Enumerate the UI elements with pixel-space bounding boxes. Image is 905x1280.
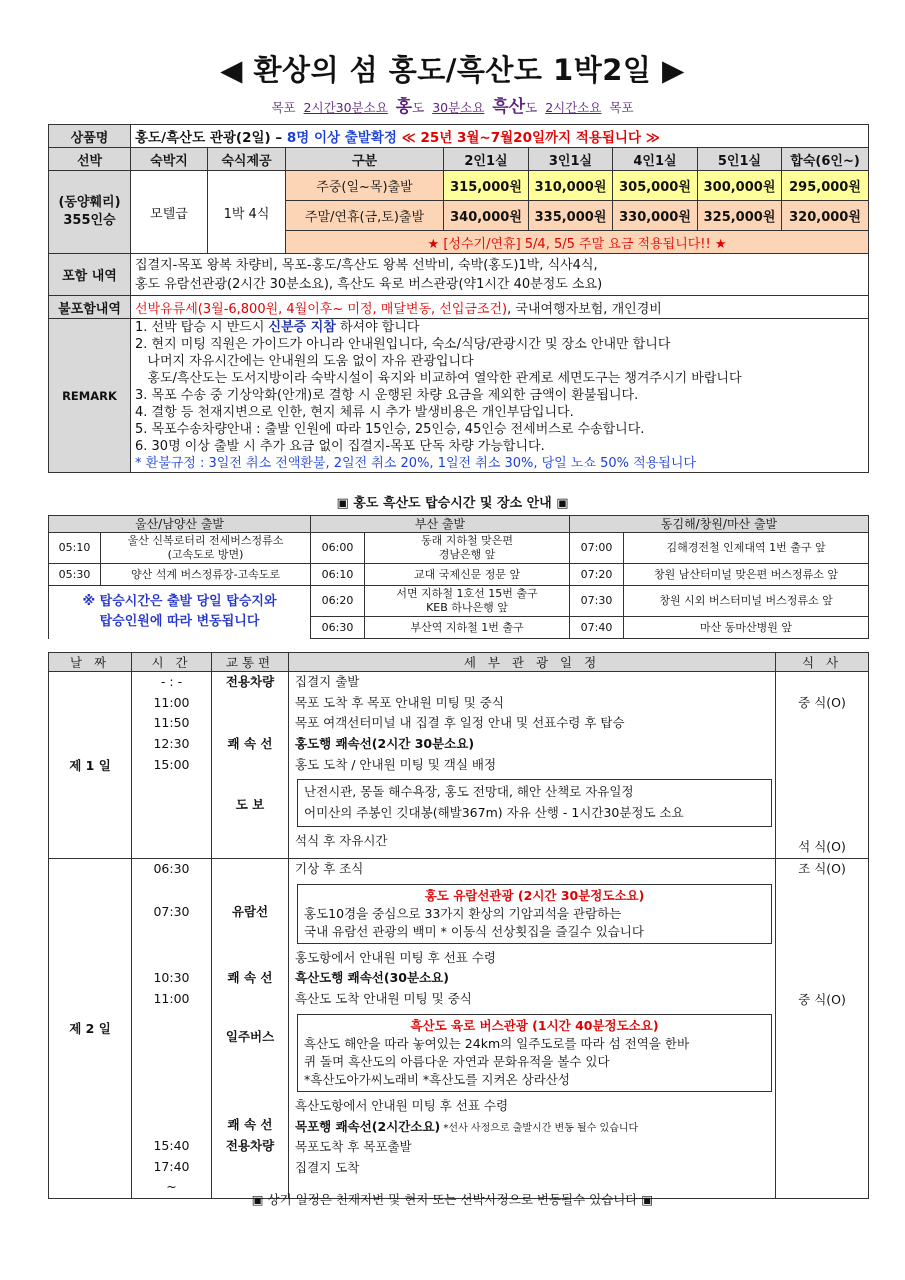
product-label: 상품명 [49, 125, 131, 148]
itinerary-table [48, 652, 869, 1199]
boarding-header: 부산 출발 [311, 516, 570, 533]
ship-cell: (동양훼리) 355인승 [49, 171, 131, 254]
col-header: 구분 [286, 148, 444, 171]
col-header: 선박 [49, 148, 131, 171]
boarding-header: 울산/남양산 출발 [49, 516, 311, 533]
itin-header: 날 짜 [49, 653, 132, 672]
price-type: 주말/연휴(금,토)출발 [286, 201, 444, 231]
boarding-place: 양산 석계 버스정류장-고속도로 [101, 564, 311, 586]
day-1-meals: 중 식(O) 석 식(O) [776, 672, 869, 859]
boarding-table [48, 515, 869, 639]
day-1-free-box: 난전시관, 몽돌 해수욕장, 홍도 전망대, 해안 산책로 자유일정 어미산의 주봉인 깃대봉(해발367m) 자유 산행 - 1시간30분정도 소요 [297, 779, 772, 826]
day-1-transport: 전용차량 쾌 속 선 도 보 [212, 672, 289, 859]
day-2-details: 기상 후 조식 홍도 유람선관광 (2시간 30분정도소요) 홍도10경을 중심으로 33가지 환상의 기암괴석을 관람하는 국내 유람선 관광의 백미 * 이동식 선상횟집을 즐길수 있습니다 홍도항에서 안내원 미팅 후 선표 수령 흑산도행 쾌속선(30분소요) 흑산도 도착 안내원 미팅 및 중식 흑산도 육로 버스관광 (1시간 40분정도소요) 흑산도 해안을 따라 놓여있는 24km의 일주도로를 따라 섬 전역을 한바 퀴 돌며 흑산도의 아름다운 자연과 문화유적을 볼수 있다 *흑산도아가씨노래비 *흑산도를 지켜온 상라산성 흑산도항에서 안내원 미팅 후 선표 수령 목포행 쾌속선(2시간소요) *선사 사정으로 출발시간 변동 될수 있습니다 목포도착 후 목포출발 집결지 도착 [289, 859, 776, 1199]
itin-header: 교통편 [212, 653, 289, 672]
day-2-meals: 조 식(O) 중 식(O) [776, 859, 869, 1199]
boarding-time: 07:40 [570, 617, 624, 639]
include-text: 집결지-목포 왕복 차량비, 목포-홍도/흑산도 왕복 선박비, 숙박(홍도)1박, 식사4식, 홍도 유람선관광(2시간 30분소요), 흑산도 육로 버스관광(약1시간 40분정도 소요) [131, 254, 869, 296]
col-header: 4인1실 [613, 148, 698, 171]
boarding-place: 울산 신복로터리 전세버스정류소 (고속도로 방면) [101, 533, 311, 564]
boarding-time: 07:20 [570, 564, 624, 586]
day-2-transport: 유람선 쾌 속 선 일주버스 쾌 속 선 전용차량 [212, 859, 289, 1199]
boarding-time: 05:10 [49, 533, 101, 564]
boarding-place: 김해경전철 인제대역 1번 출구 앞 [624, 533, 869, 564]
day-1-times: - : - 11:00 11:50 12:30 15:00 [132, 672, 212, 859]
boarding-time: 07:30 [570, 586, 624, 617]
exclude-text: 선박유류세(3월-6,800원, 4월이후~ 미정, 매달변동, 선입금조건), 국내여행자보험, 개인경비 [131, 296, 869, 319]
boarding-time: 06:30 [311, 617, 365, 639]
day-1-details: 집결지 출발 목포 도착 후 목포 안내원 미팅 및 중식 목포 여객선터미널 내 집결 후 일정 안내 및 선표수령 후 탑승 홍도행 쾌속선(2시간 30분소요) 홍도 도착 / 안내원 미팅 및 객실 배정 난전시관, 몽돌 해수욕장, 홍도 전망대, 해안 산책로 자유일정 어미산의 주봉인 깃대봉(해발367m) 자유 산행 - 1시간30분정도 소요 석식 후 자유시간 [289, 672, 776, 859]
route-island-suffix: 도 [412, 100, 425, 115]
peak-notice: ★ [성수기/연휴] 5/4, 5/5 주말 요금 적용됩니다!! ★ [286, 231, 869, 254]
boarding-place: 창원 시외 버스터미널 버스정류소 앞 [624, 586, 869, 617]
meal-cell: 1박 4식 [208, 171, 286, 254]
boarding-time: 06:20 [311, 586, 365, 617]
boarding-time: 05:30 [49, 564, 101, 586]
price-cell: 335,000원 [529, 201, 613, 231]
cruise-box: 홍도 유람선관광 (2시간 30분정도소요) 홍도10경을 중심으로 33가지 환상의 기암괴석을 관람하는 국내 유람선 관광의 백미 * 이동식 선상횟집을 즐길수 있습니다 [297, 884, 772, 944]
col-header: 숙식제공 [208, 148, 286, 171]
exclude-label: 불포함내역 [49, 296, 131, 319]
price-cell: 300,000원 [698, 171, 782, 201]
boarding-time: 07:00 [570, 533, 624, 564]
price-cell: 330,000원 [613, 201, 698, 231]
route-island: 흑산 [492, 97, 526, 117]
route-duration: 2시간30분소요 [303, 100, 388, 115]
boarding-place: 부산역 지하철 1번 출구 [365, 617, 570, 639]
day-1-label: 제 1 일 [49, 672, 132, 859]
route-port: 목포 [609, 100, 634, 115]
route-island-suffix: 도 [525, 100, 538, 115]
include-label: 포함 내역 [49, 254, 131, 296]
route-duration: 30분소요 [432, 100, 485, 115]
col-header: 숙박지 [131, 148, 208, 171]
boarding-title: ▣ 홍도 흑산도 탑승시간 및 장소 안내 ▣ [336, 496, 569, 511]
boarding-header: 동김해/창원/마산 출발 [570, 516, 869, 533]
col-header: 합숙(6인~) [782, 148, 869, 171]
price-cell: 325,000원 [698, 201, 782, 231]
bus-tour-box: 흑산도 육로 버스관광 (1시간 40분정도소요) 흑산도 해안을 따라 놓여있는 24km의 일주도로를 따라 섬 전역을 한바 퀴 돌며 흑산도의 아름다운 자연과 문화유적을 볼수 있다 *흑산도아가씨노래비 *흑산도를 지켜온 상라산성 [297, 1014, 772, 1092]
boarding-note: ※ 탑승시간은 출발 당일 탑승지와 탑승인원에 따라 변동됩니다 [49, 586, 311, 639]
price-type: 주중(일~목)출발 [286, 171, 444, 201]
product-name: 홍도/흑산도 관광(2일) – 8명 이상 출발확정 ≪ 25년 3월~7월20일까지 적용됩니다 ≫ [131, 125, 869, 148]
col-header: 5인1실 [698, 148, 782, 171]
price-cell: 295,000원 [782, 171, 869, 201]
route-duration: 2시간소요 [545, 100, 602, 115]
min-people: 8명 이상 출발확정 [286, 130, 397, 146]
itin-header: 세 부 관 광 일 정 [289, 653, 776, 672]
price-cell: 320,000원 [782, 201, 869, 231]
price-cell: 305,000원 [613, 171, 698, 201]
boarding-place: 교대 국제신문 정문 앞 [365, 564, 570, 586]
boarding-place: 동래 지하철 맞은편 경남은행 앞 [365, 533, 570, 564]
period: ≪ 25년 3월~7월20일까지 적용됩니다 ≫ [396, 130, 660, 146]
itin-header: 시 간 [132, 653, 212, 672]
boarding-place: 창원 남산터미널 맞은편 버스정류소 앞 [624, 564, 869, 586]
route-port: 목포 [271, 100, 296, 115]
day-2-times: 06:30 07:30 10:30 11:00 15:40 17:40 ~ [132, 859, 212, 1199]
boarding-time: 06:00 [311, 533, 365, 564]
remark-text: 1. 선박 탑승 시 반드시 신분증 지참 하셔야 합니다 2. 현지 미팅 직원은 가이드가 아니라 안내원입니다, 숙소/식당/관광시간 및 장소 안내만 합니다 나머지 자유시간에는 안내원의 도움 없이 자유 관광입니다 홍도/흑산도는 도서지방이라 숙박시설이 육지와 비교하여 열악한 관계로 세면도구는 챙겨주시기 바랍니다 3. 목포 수송 중 기상악화(안개)로 결항 시 운행된 차량 요금을 제외한 금액이 환불됩니다. 4. 결항 등 천재지변으로 인한, 현지 체류 시 추가 발생비용은 개인부담입니다. 5. 목포수송차량안내 : 출발 인원에 따라 15인승, 25인승, 45인승 전세버스로 수송합니다. 6. 30명 이상 출발 시 추가 요금 없이 집결지-목포 단독 차량 가능합니다. * 환불규정 : 3일전 취소 전액환불, 2일전 취소 20%, 1일전 취소 30%, 당일 노쇼 50% 적용됩니다 [131, 319, 869, 473]
page-title: ◀ 환상의 섬 홍도/흑산도 1박2일 ▶ [220, 53, 685, 87]
price-cell: 315,000원 [444, 171, 529, 201]
route-island: 홍 [395, 97, 413, 117]
col-header: 3인1실 [529, 148, 613, 171]
boarding-time: 06:10 [311, 564, 365, 586]
footer-note: ▣ 상기 일정은 천재지변 및 현지 또는 선박사정으로 변동될수 있습니다 ▣ [251, 1192, 654, 1207]
itin-header: 식 사 [776, 653, 869, 672]
remark-label: REMARK [49, 319, 131, 473]
boarding-place: 서면 지하철 1호선 15번 출구 KEB 하나은행 앞 [365, 586, 570, 617]
price-table [48, 124, 869, 473]
price-cell: 340,000원 [444, 201, 529, 231]
price-cell: 310,000원 [529, 171, 613, 201]
boarding-place: 마산 동마산병원 앞 [624, 617, 869, 639]
col-header: 2인1실 [444, 148, 529, 171]
lodge-cell: 모텔급 [131, 171, 208, 254]
route-line [0, 92, 905, 117]
day-2-label: 제 2 일 [49, 859, 132, 1199]
